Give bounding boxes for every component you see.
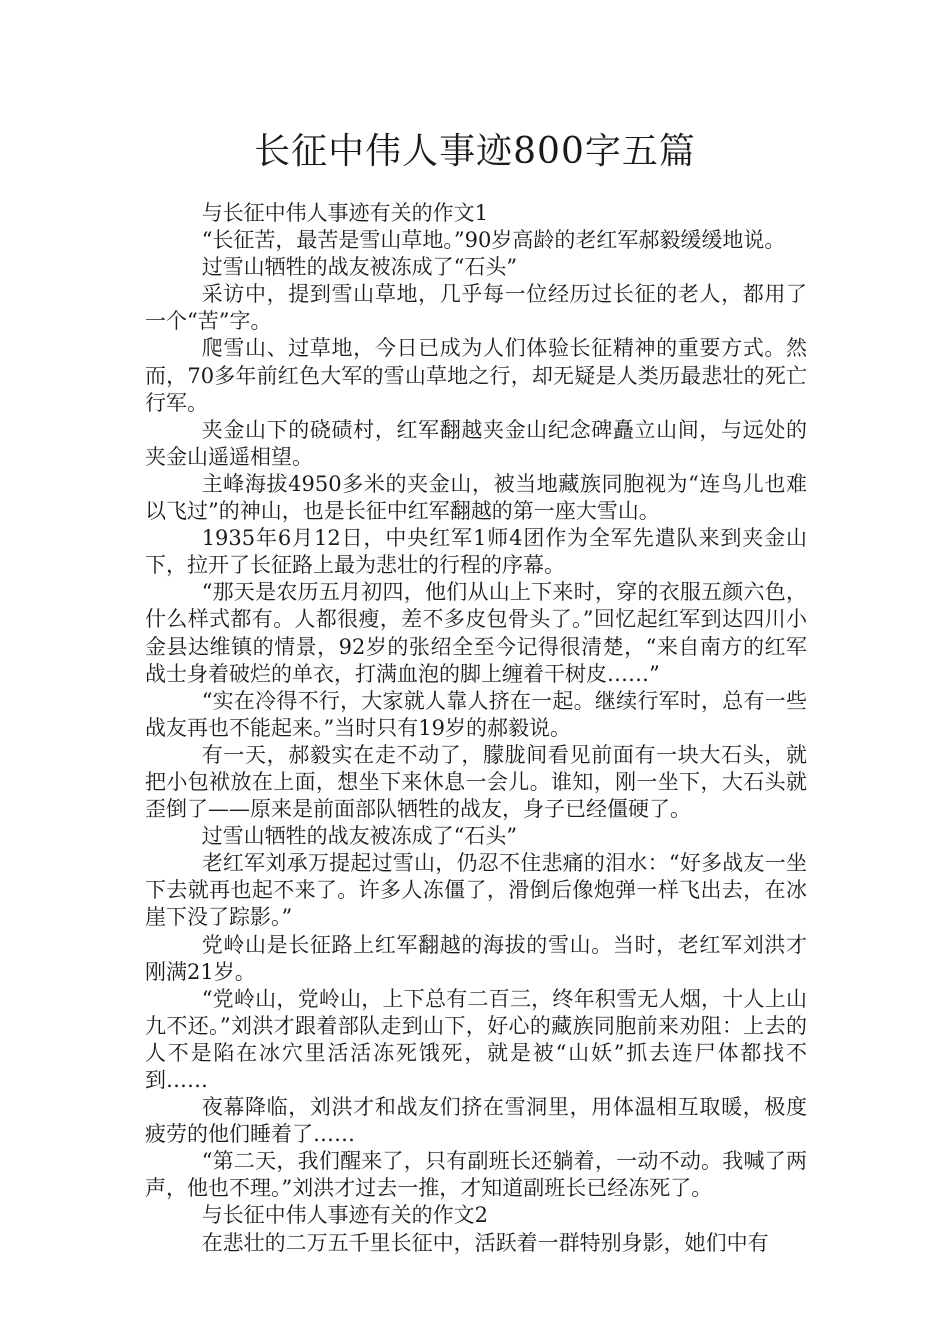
heading-essay-1: 与长征中伟人事迹有关的作文1 (201, 201, 489, 225)
document-body (145, 200, 807, 1257)
paragraph: 夹金山下的硗碛村，红军翻越夹金山纪念碑矗立山间，与远处的夹金山遥遥相望。 (145, 417, 807, 469)
paragraph: 采访中，提到雪山草地，几乎每一位经历过长征的老人，都用了一个“苦”字。 (145, 282, 807, 334)
heading-essay-2: 与长征中伟人事迹有关的作文2 (201, 1203, 489, 1228)
subheading: 过雪山牺牲的战友被冻成了“石头” (201, 824, 518, 849)
paragraph: “第二天，我们醒来了，只有副班长还躺着，一动不动。我喊了两声，他也不理。”刘洪才过去一推，才知道副班长已经冻死了。 (145, 1149, 807, 1201)
paragraph: 党岭山是长征路上红军翻越的海拔的雪山。当时，老红军刘洪才刚满21岁。 (145, 932, 807, 984)
paragraph: “党岭山，党岭山，上下总有二百三，终年积雪无人烟，十人上山九不还。”刘洪才跟着部队走到山下，好心的藏族同胞前来劝阻：上去的人不是陷在冰穴里活活冻死饿死，就是被“山妖”抓去连尸体都找不到…… (145, 986, 807, 1092)
paragraph: 夜幕降临，刘洪才和战友们挤在雪洞里，用体温相互取暖，极度疲劳的他们睡着了…… (145, 1095, 807, 1147)
subheading: 过雪山牺牲的战友被冻成了“石头” (201, 255, 518, 280)
paragraph: 爬雪山、过草地，今日已成为人们体验长征精神的重要方式。然而，70多年前红色大军的雪山草地之行，却无疑是人类历最悲壮的死亡行军。 (145, 336, 807, 415)
paragraph: 在悲壮的二万五千里长征中，活跃着一群特别身影，她们中有 (201, 1230, 769, 1255)
paragraph: 老红军刘承万提起过雪山，仍忍不住悲痛的泪水：“好多战友一坐下去就再也起不来了。许多人冻僵了，滑倒后像炮弹一样飞出去，在冰崖下没了踪影。” (145, 851, 807, 930)
paragraph: 1935年6月12日，中央红军1师4团作为全军先遣队来到夹金山下，拉开了长征路上最为悲壮的行程的序幕。 (145, 526, 807, 578)
document-title: 长征中伟人事迹800字五篇 (254, 131, 696, 172)
paragraph: 主峰海拔4950多米的夹金山，被当地藏族同胞视为“连鸟儿也难以飞过”的神山，也是长征中红军翻越的第一座大雪山。 (145, 471, 807, 524)
paragraph: “长征苦，最苦是雪山草地。”90岁高龄的老红军郝毅缓缓地说。 (201, 228, 786, 253)
paragraph: “实在冷得不行，大家就人靠人挤在一起。继续行军时，总有一些战友再也不能起来。”当时只有19岁的郝毅说。 (145, 688, 807, 740)
paragraph: 有一天，郝毅实在走不动了，朦胧间看见前面有一块大石头，就把小包袱放在上面，想坐下来休息一会儿。谁知，刚一坐下，大石头就歪倒了——原来是前面部队牺牲的战友，身子已经僵硬了。 (145, 742, 807, 822)
paragraph: “那天是农历五月初四，他们从山上下来时，穿的衣服五颜六色，什么样式都有。人都很瘦，差不多皮包骨头了。”回忆起红军到达四川小金县达维镇的情景，92岁的张绍全至今记得很清楚，“来自南方的红军战士身着破烂的单衣，打满血泡的脚上缠着干树皮……” (145, 580, 807, 686)
